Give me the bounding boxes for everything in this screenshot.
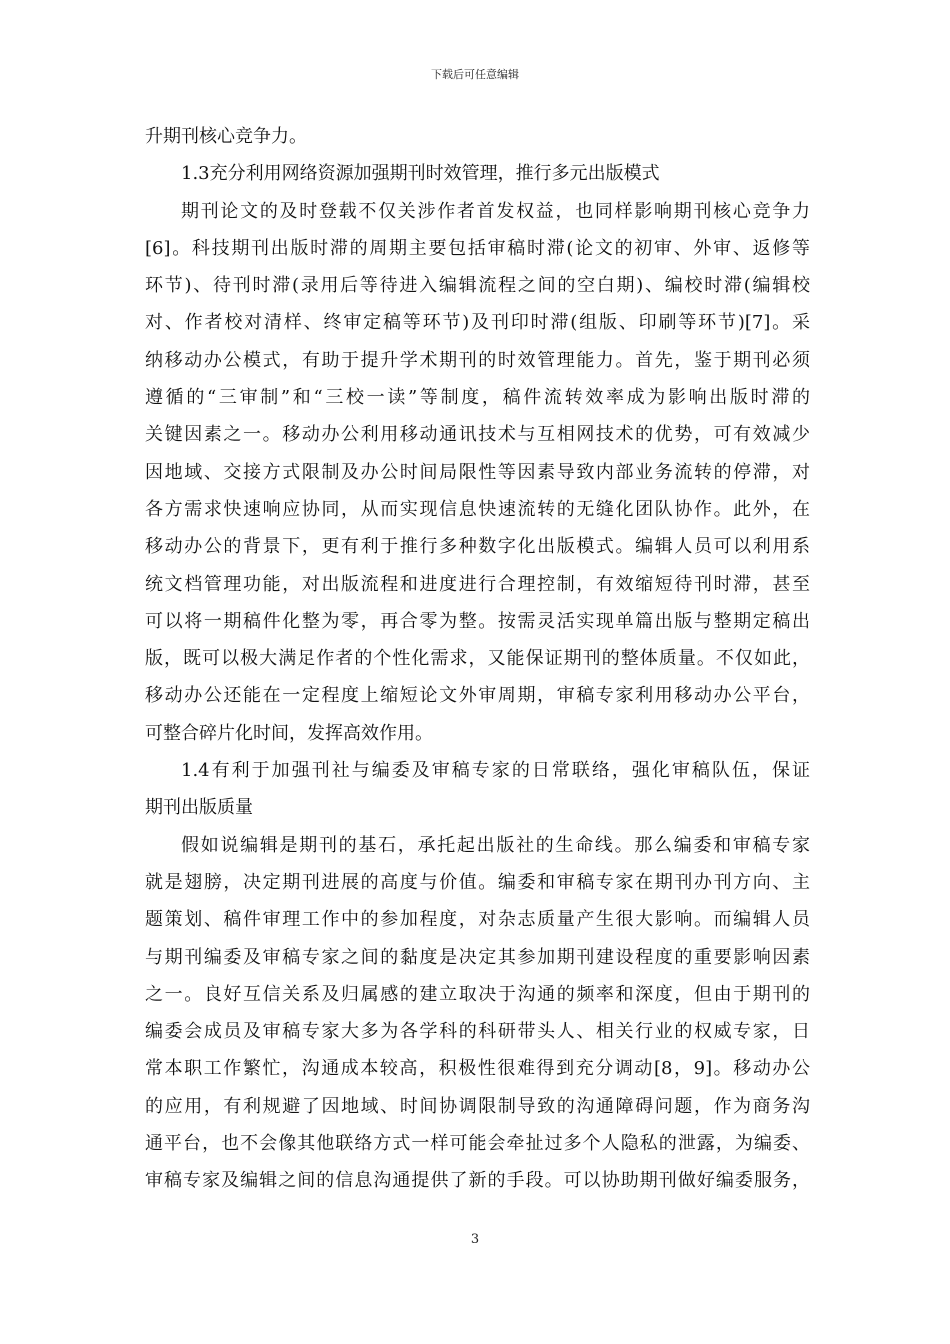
paragraph-line: 升期刊核心竞争力。 — [145, 126, 307, 147]
paragraph-line: 就是翅膀，决定期刊进展的高度与价值。编委和审稿专家在期刊办刊方向、主 — [145, 871, 810, 893]
paragraph-line: 统文档管理功能，对出版流程和进度进行合理控制，有效缩短待刊时滞，甚至 — [145, 573, 810, 595]
paragraph-line: 编委会成员及审稿专家大多为各学科的科研带头人、相关行业的权威专家，日 — [145, 1021, 810, 1043]
paragraph-line: 对、作者校对清样、终审定稿等环节)及刊印时滞(组版、印刷等环节)[7]。采 — [145, 312, 810, 334]
paragraph-line: 环节)、待刊时滞(录用后等待进入编辑流程之间的空白期)、编校时滞(编辑校 — [145, 275, 810, 297]
paragraph-line: 的应用，有利规避了因地域、时间协调限制导致的沟通障碍问题，作为商务沟 — [145, 1095, 810, 1117]
section-heading-1-4-cont: 期刊出版质量 — [145, 797, 253, 819]
paragraph-line: 通平台，也不会像其他联络方式一样可能会牵扯过多个人隐私的泄露，为编委、 — [145, 1133, 810, 1155]
paragraph-line: 之一。良好互信关系及归属感的建立取决于沟通的频率和深度，但由于期刊的 — [145, 983, 810, 1005]
paragraph-line: 与期刊编委及审稿专家之间的黏度是决定其参加期刊建设程度的重要影响因素 — [145, 946, 810, 968]
paragraph-line: 遵循的“三审制”和“三校一读”等制度，稿件流转效率成为影响出版时滞的 — [145, 387, 810, 409]
paragraph-line: 移动办公还能在一定程度上缩短论文外审周期，审稿专家利用移动办公平台， — [145, 685, 810, 707]
paragraph-line: 可以将一期稿件化整为零，再合零为整。按需灵活实现单篇出版与整期定稿出 — [145, 610, 810, 632]
paragraph-line: 期刊论文的及时登载不仅关涉作者首发权益，也同样影响期刊核心竞争力 — [181, 200, 810, 222]
paragraph-line: 移动办公的背景下，更有利于推行多种数字化出版模式。编辑人员可以利用系 — [145, 536, 810, 558]
section-heading-1-4: 1.4有利于加强刊社与编委及审稿专家的日常联络，强化审稿队伍，保证 — [181, 760, 810, 782]
paragraph-line: 纳移动办公模式，有助于提升学术期刊的时效管理能力。首先，鉴于期刊必须 — [145, 349, 810, 371]
paragraph-line: 因地域、交接方式限制及办公时间局限性等因素导致内部业务流转的停滞，对 — [145, 461, 810, 483]
paragraph-line: 常本职工作繁忙，沟通成本较高，积极性很难得到充分调动[8，9]。移动办公 — [145, 1058, 810, 1080]
paragraph-line: 审稿专家及编辑之间的信息沟通提供了新的手段。可以协助期刊做好编委服务， — [145, 1170, 810, 1192]
paragraph-line: 版，既可以极大满足作者的个性化需求，又能保证期刊的整体质量。不仅如此， — [145, 648, 810, 670]
paragraph-line: 假如说编辑是期刊的基石，承托起出版社的生命线。那么编委和审稿专家 — [181, 834, 810, 856]
section-heading-1-3: 1.3充分利用网络资源加强期刊时效管理，推行多元出版模式 — [181, 163, 660, 185]
page-header: 下载后可任意编辑 — [431, 68, 519, 81]
paragraph-line: 题策划、稿件审理工作中的参加程度，对杂志质量产生很大影响。而编辑人员 — [145, 909, 810, 931]
page-number: 3 — [470, 1232, 480, 1247]
document-body — [145, 118, 810, 1200]
paragraph-line: 关键因素之一。移动办公利用移动通讯技术与互相网技术的优势，可有效减少 — [145, 424, 810, 446]
paragraph-line: 可整合碎片化时间，发挥高效作用。 — [145, 722, 433, 744]
paragraph-line: 各方需求快速响应协同，从而实现信息快速流转的无缝化团队协作。此外，在 — [145, 498, 810, 520]
paragraph-line: [6]。科技期刊出版时滞的周期主要包括审稿时滞(论文的初审、外审、返修等 — [145, 237, 810, 259]
